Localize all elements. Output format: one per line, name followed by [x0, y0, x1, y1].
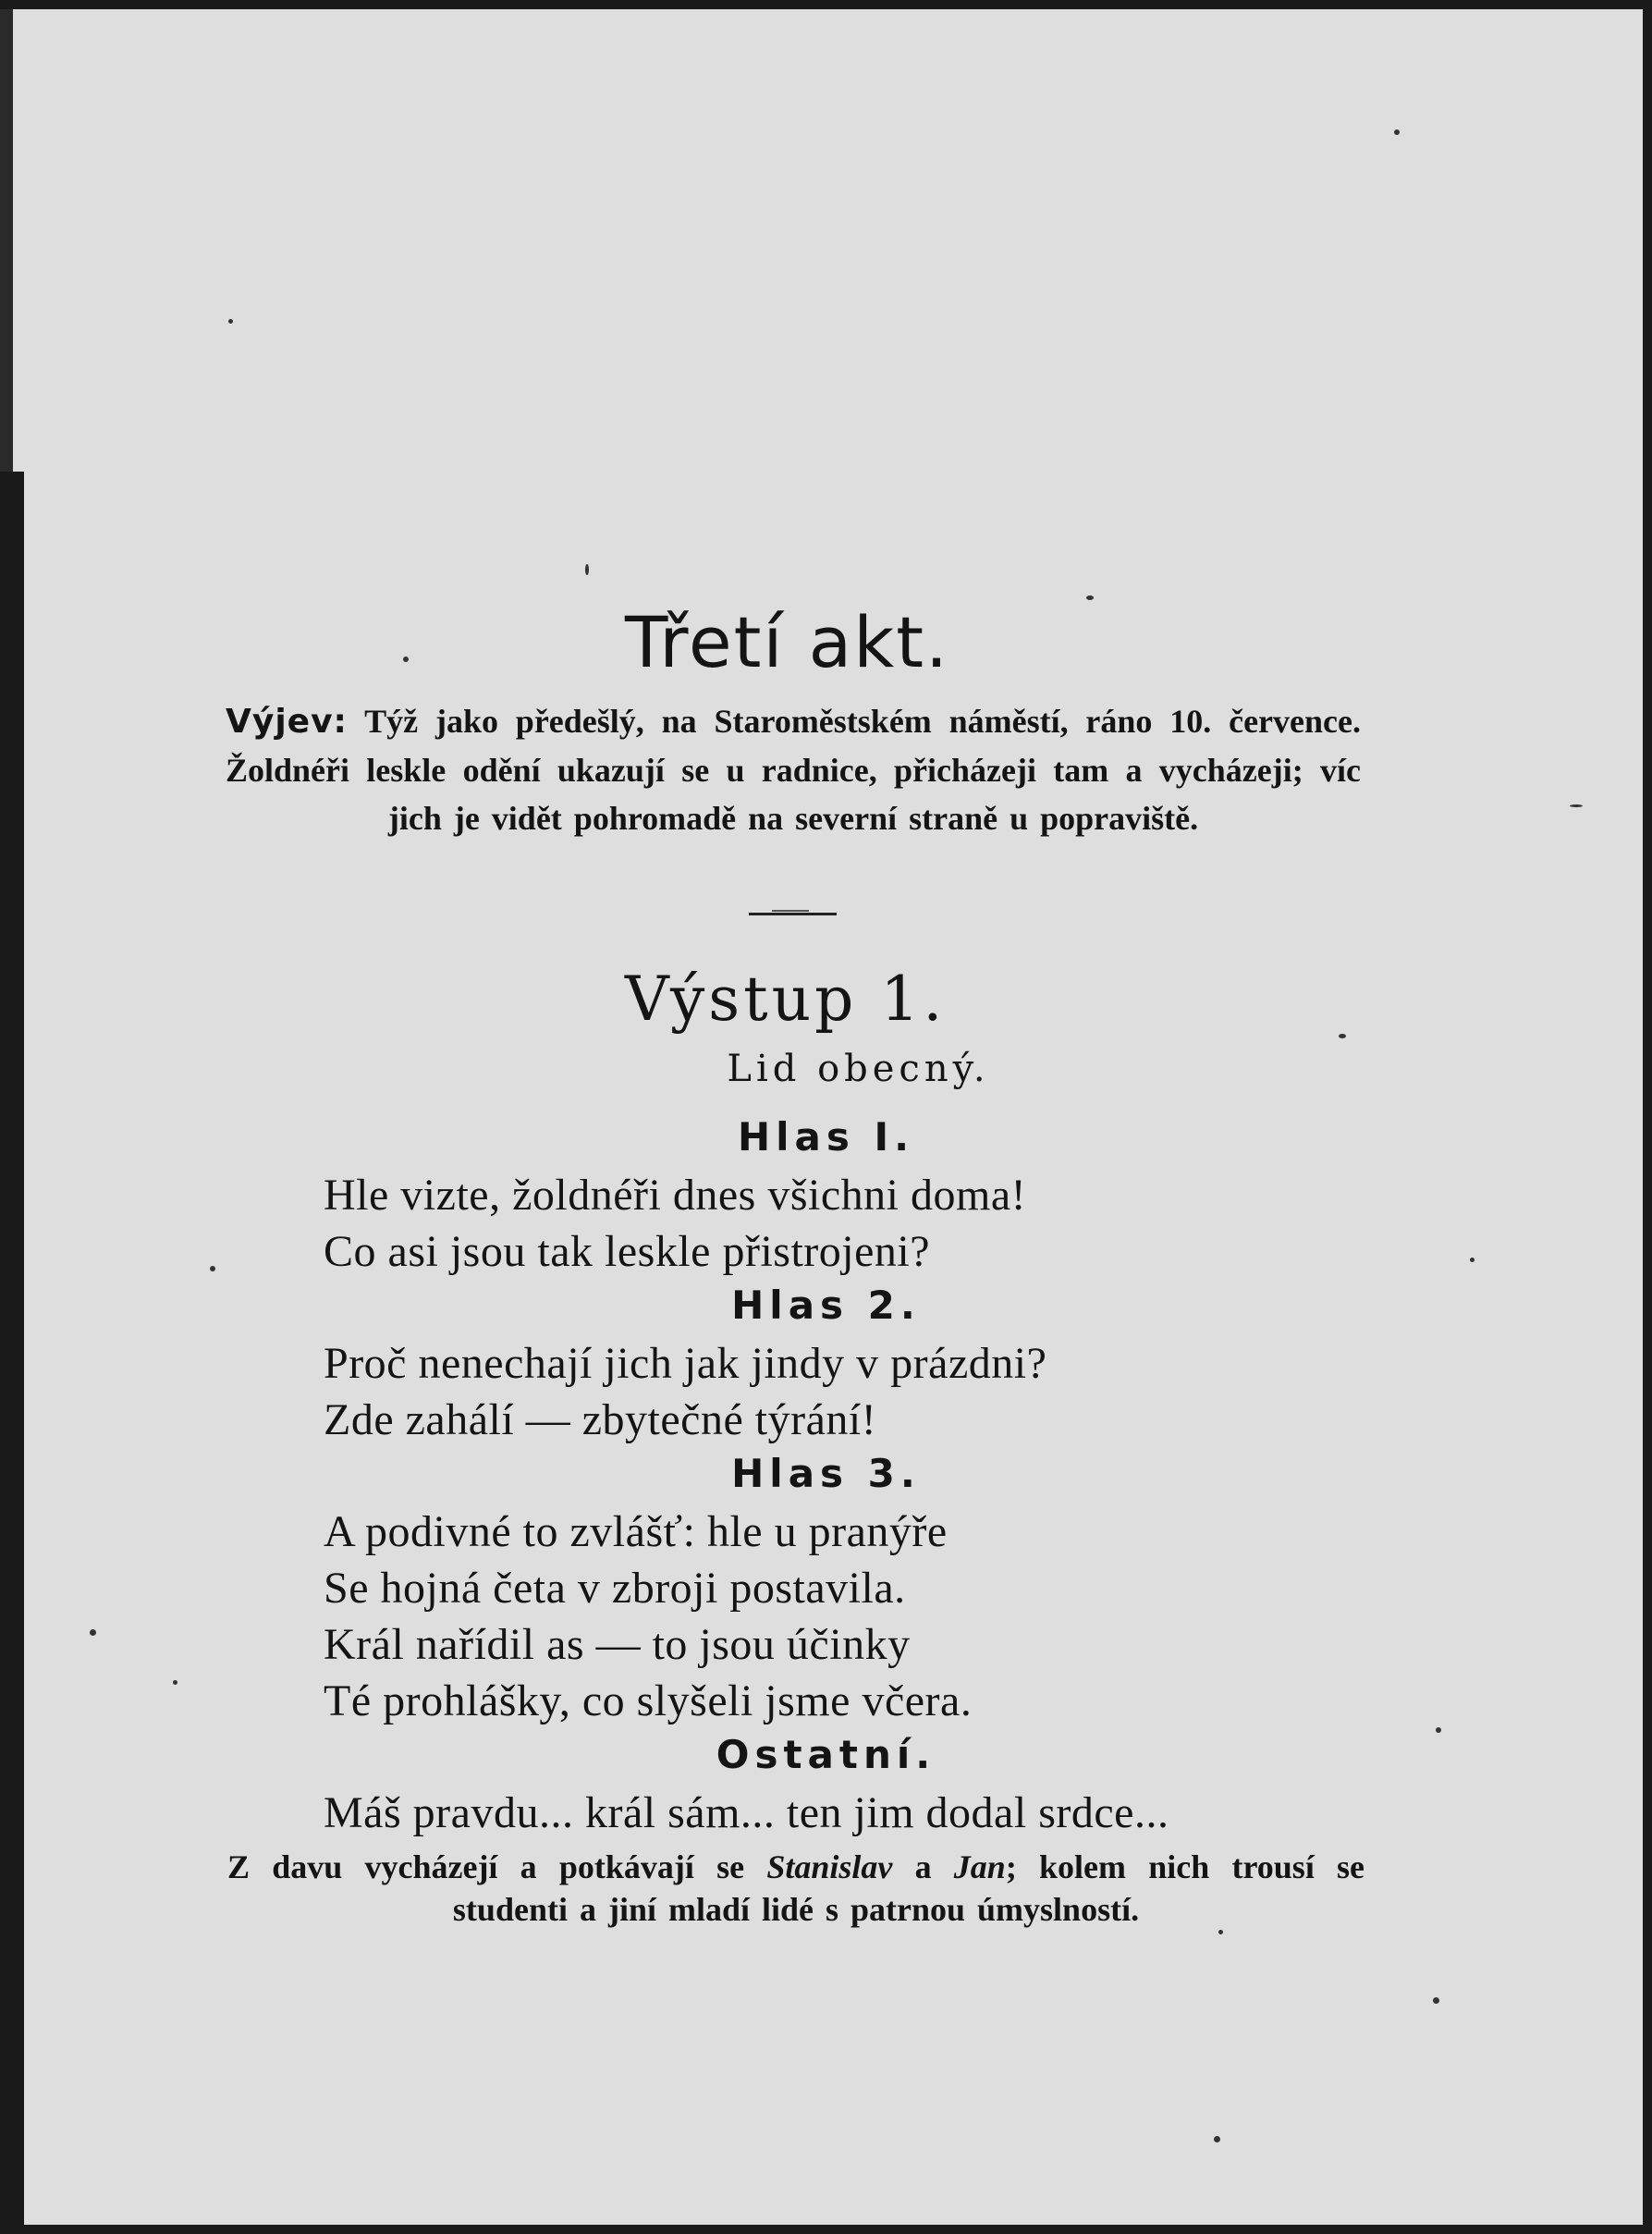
- scan-speck: [210, 1266, 215, 1271]
- verse-line: Co asi jsou tak leskle přistrojeni?: [324, 1227, 931, 1276]
- scene-title: Výstup 1.: [625, 964, 947, 1035]
- character-name-stanislav: Stanislav: [766, 1848, 893, 1885]
- verse-line: A podivné to zvlášť: hle u pranýře: [324, 1507, 948, 1556]
- verse-line: Té prohlášky, co slyšeli jsme včera.: [324, 1676, 973, 1725]
- stage-direction-joiner: a: [914, 1848, 932, 1885]
- verse-line: Zde zahálí — zbytečné týrání!: [324, 1395, 877, 1444]
- stage-direction-after: ; kolem nich trousí se studenti a jiní mladí lidé s patrnou úmyslností.: [452, 1848, 1365, 1928]
- speaker-label: Hlas 2.: [731, 1283, 921, 1328]
- scan-speck: [1214, 2136, 1220, 2142]
- verse-line: Hle vizte, žoldnéři dnes všichni doma!: [324, 1171, 1027, 1220]
- stage-direction-before: Z davu vycházejí a potkávají se: [227, 1848, 745, 1885]
- scan-speck: [585, 564, 589, 575]
- section-divider: [749, 913, 837, 915]
- verse-line: Máš pravdu... král sám... ten jim dodal srdce...: [324, 1788, 1169, 1837]
- scan-speck: [1433, 1997, 1439, 2004]
- scan-speck: [1086, 595, 1094, 600]
- scene-description: [226, 697, 1361, 842]
- act-title: Třetí akt.: [625, 601, 950, 683]
- verse-line: Se hojná četa v zbroji postavila.: [324, 1564, 906, 1613]
- scan-speck: [228, 319, 233, 324]
- page-binding-edge: [0, 472, 24, 2234]
- scan-speck: [173, 1680, 177, 1685]
- scan-speck: [1339, 1034, 1346, 1038]
- page-binding-edge-top: [0, 9, 13, 490]
- characters-line: Lid obecný.: [727, 1048, 990, 1090]
- speaker-label: Ostatní.: [716, 1732, 936, 1777]
- scan-speck: [1470, 1258, 1475, 1262]
- scan-speck: [403, 657, 409, 662]
- speaker-label: Hlas 3.: [731, 1451, 921, 1496]
- stage-direction: [227, 1846, 1364, 1931]
- scene-description-text: Týž jako předešlý, na Staroměstském náměstí, ráno 10. července. Žoldnéři leskle odění ukazují se u radnice, přicházeji tam a vycházeji; víc jich je vidět pohromadě na severní straně u popraviště.: [226, 703, 1361, 837]
- scan-speck: [1436, 1727, 1441, 1733]
- speaker-label: Hlas I.: [737, 1114, 915, 1160]
- character-name-jan: Jan: [953, 1848, 1006, 1885]
- verse-line: Proč nenechají jich jak jindy v prázdni?: [324, 1339, 1047, 1388]
- verse-line: Král nařídil as — to jsou účinky: [324, 1620, 911, 1669]
- section-divider-accent: [772, 910, 809, 912]
- scene-description-lead: Výjev:: [226, 703, 348, 741]
- scan-speck: [1570, 804, 1583, 807]
- scan-speck: [1394, 129, 1400, 135]
- scan-speck: [90, 1629, 96, 1636]
